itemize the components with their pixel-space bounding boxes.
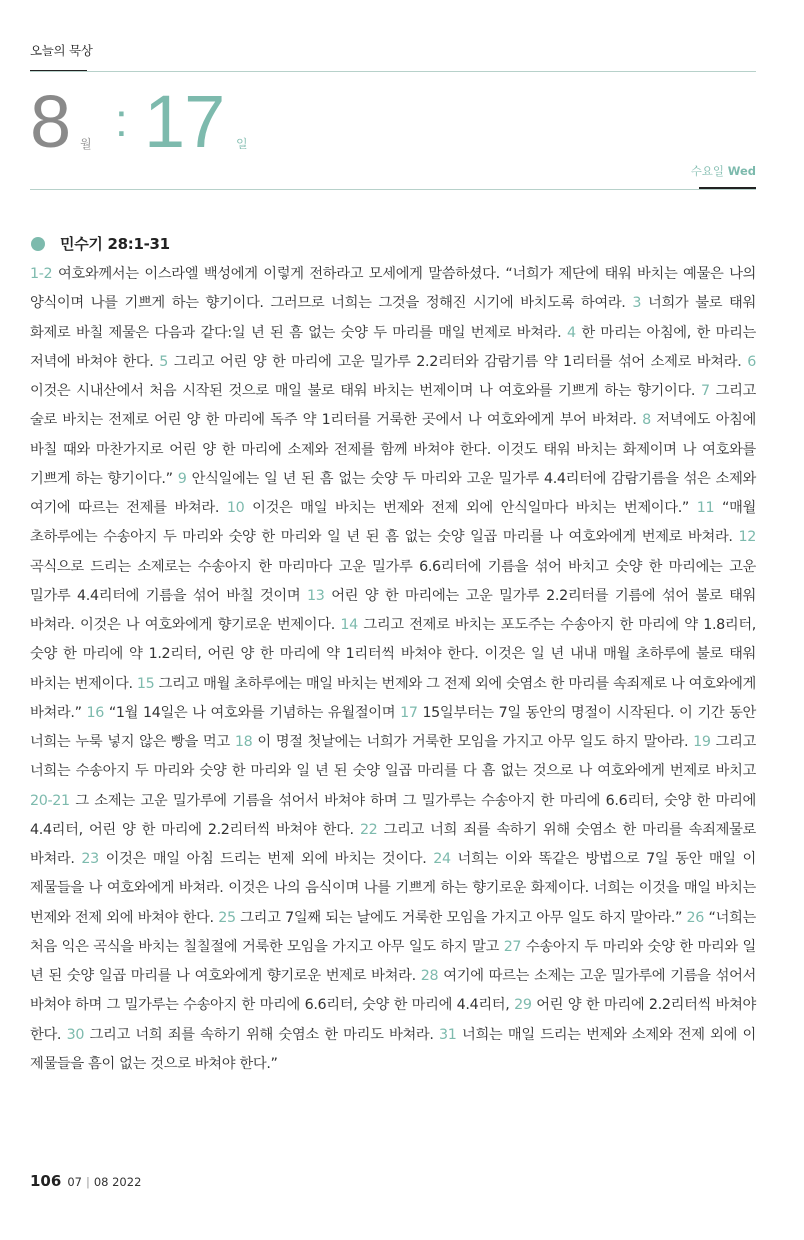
- verse-number: 22: [359, 821, 378, 838]
- weekday-english: Wed: [727, 164, 756, 178]
- verse-text: 그 소제는 고운 밀가루에 기름을 섞어서 바쳐야 하며 그 밀가루는 수송아지 한 마리에 6.6리터, 숫양 한 마리에 4.4리터, 어린 양 한 마리에 2.2리터씩 바쳐야 한다.: [30, 792, 756, 838]
- verse-number: 17: [400, 704, 418, 721]
- footer-separator: |: [85, 1175, 90, 1189]
- page-footer: [30, 1172, 141, 1190]
- verse-text: 그리고 너희 죄를 속하기 위해 숫염소 한 마리를 속죄제물로 바쳐라.: [30, 821, 756, 867]
- verse-number: 30: [66, 1026, 85, 1043]
- verse-text: 이것은 시내산에서 처음 시작된 것으로 매일 불로 태워 바치는 번제이며 나 여호와를 기쁘게 하는 향기이다.: [30, 383, 696, 399]
- verse-text: 수송아지 두 마리와 숫양 한 마리와 일 년 된 숫양 일곱 마리를 나 여호와에게 향기로운 번제로 바쳐라.: [30, 938, 756, 984]
- verse-number: 23: [81, 851, 99, 867]
- verse-number: 25: [218, 909, 236, 926]
- verse-number: 6: [747, 353, 756, 370]
- verse-text: 이것은 매일 바치는 번제와 전제 외에 안식일마다 바치는 번제이다.”: [252, 500, 689, 516]
- verse-number: 26: [686, 909, 705, 926]
- verse-text: 너희는 매일 드리는 번제와 소제와 전제 외에 이 제물들을 흠이 없는 것으로 바쳐야 한다.”: [30, 1026, 756, 1072]
- verse-text: 그리고 너희는 수송아지 두 마리와 숫양 한 마리와 일 년 된 숫양 일곱 마리를 다 흠 없는 것으로 나 여호와에게 번제로 바치고: [30, 734, 757, 780]
- verse-number: 4: [566, 324, 576, 341]
- header-bottom-rule: [30, 189, 756, 190]
- verse-number: 9: [177, 470, 187, 487]
- verse-text: 너희가 불로 태워 화제로 바칠 제물은 다음과 같다:일 년 된 흠 없는 숫양 두 마리를 매일 번제로 바쳐라.: [30, 295, 756, 341]
- verse-text: 이 명절 첫날에는 너희가 거룩한 모임을 가지고 아무 일도 하지 말아라.: [257, 734, 689, 750]
- verse-number: 5: [159, 353, 169, 370]
- date-month: 8: [30, 80, 70, 163]
- verse-text: “너희는 처음 익은 곡식을 바치는 칠칠절에 거룩한 모임을 가지고 아무 일도 하지 말고: [30, 909, 756, 955]
- verse-text: 그리고 너희 죄를 속하기 위해 숫염소 한 마리도 바쳐라.: [89, 1026, 434, 1043]
- verse-text: 너희는 이와 똑같은 방법으로 7일 동안 매일 이 제물들을 나 여호와에게 바쳐라. 이것은 나의 음식이며 나를 기쁘게 하는 향기로운 화제이다. 너희는 이것을 매일 바치는 번제와 전제 외에 바쳐야 한다.: [30, 851, 756, 926]
- verse-text: “1월 14일은 나 여호와를 기념하는 유월절이며: [108, 704, 396, 721]
- scripture-body: [30, 260, 756, 1079]
- verse-text: 그리고 전제로 바치는 포도주는 수송아지 한 마리에 약 1.8리터, 숫양 한 마리에 약 1.2리터, 어린 양 한 마리에 약 1리터씩 바쳐야 한다. 이것은 일 년 내내 매월 초하루에 불로 태워 바치는 번제이다.: [30, 617, 756, 692]
- verse-text: 그리고 술로 바치는 전제로 어린 양 한 마리에 독주 약 1리터를 거룩한 곳에서 나 여호와에게 부어 바쳐라.: [30, 383, 756, 429]
- verse-number: 3: [632, 295, 642, 312]
- verse-number: 12: [738, 529, 757, 546]
- verse-text: 여호와께서는 이스라엘 백성에게 이렇게 전하라고 모세에게 말씀하셨다. “너희가 제단에 태워 바치는 예물은 나의 양식이며 나를 기쁘게 하는 향기이다. 그러므로 너희는 그것을 정해진 시기에 바치도록 하여라.: [30, 266, 756, 312]
- verse-text: 저녁에도 아침에 바칠 때와 마찬가지로 어린 양 한 마리에 소제와 전제를 함께 바쳐야 한다. 이것도 태워 바치는 화제이며 나 여호와를 기쁘게 하는 향기이다.”: [30, 412, 756, 487]
- verse-number: 8: [642, 412, 651, 429]
- issue-month: 07: [67, 1175, 82, 1189]
- date-day-unit: 일: [236, 137, 248, 151]
- date-colon: :: [115, 94, 128, 146]
- verse-text: “매월 초하루에는 수송아지 두 마리와 숫양 한 마리와 일 년 된 흠 없는 숫양 일곱 마리를 나 여호와에게 번제로 바쳐라.: [30, 500, 757, 546]
- verse-text: 한 마리는 아침에, 한 마리는 저녁에 바쳐야 한다.: [30, 324, 756, 370]
- verse-number: 31: [439, 1026, 457, 1043]
- verse-number: 15: [136, 675, 155, 692]
- verse-text: 어린 양 한 마리에 2.2리터씩 바쳐야 한다.: [30, 997, 756, 1043]
- verse-text: 15일부터는 7일 동안의 명절이 시작된다. 이 기간 동안 너희는 누룩 넣지 않은 빵을 먹고: [30, 704, 757, 750]
- verse-number: 1-2: [30, 266, 53, 282]
- verse-number: 14: [340, 617, 358, 633]
- weekday: [691, 163, 756, 179]
- page-number: 106: [30, 1172, 62, 1190]
- verse-text: 그리고 매월 초하루에는 매일 바치는 번제와 그 전제 외에 숫염소 한 마리를 속죄제로 나 여호와에게 바쳐라.”: [30, 675, 756, 721]
- verse-number: 27: [503, 938, 522, 955]
- header-top-rule: [30, 71, 756, 72]
- issue-year: 08 2022: [93, 1175, 142, 1189]
- verse-text: 그리고 어린 양 한 마리에 고운 밀가루 2.2리터와 감람기름 약 1리터를 섞어 소제로 바쳐라.: [173, 353, 742, 370]
- verse-number: 29: [514, 997, 532, 1014]
- verse-number: 24: [433, 851, 451, 867]
- verse-number: 16: [86, 704, 104, 721]
- section-label: 오늘의 묵상: [30, 43, 93, 58]
- verse-text: 그리고 7일째 되는 날에도 거룩한 모임을 가지고 아무 일도 하지 말아라.”: [240, 909, 683, 926]
- verse-text: 안식일에는 일 년 된 흠 없는 숫양 두 마리와 고운 밀가루 4.4리터에 감람기름을 섞은 소제와 여기에 따르는 전제를 바쳐라.: [30, 470, 756, 516]
- verse-number: 18: [234, 734, 253, 750]
- verse-number: 7: [700, 383, 710, 399]
- verse-text: 이것은 매일 아침 드리는 번제 외에 바치는 것이다.: [105, 851, 427, 867]
- verse-number: 13: [307, 587, 325, 604]
- date-month-unit: 월: [80, 137, 92, 151]
- verse-text: 어린 양 한 마리에는 고운 밀가루 2.2리터를 기름에 섞어 불로 태워 바쳐라. 이것은 나 여호와에게 향기로운 번제이다.: [30, 587, 757, 633]
- verse-number: 11: [696, 500, 715, 516]
- passage-reference: 민수기 28:1-31: [60, 235, 170, 253]
- verse-number: 10: [226, 500, 245, 516]
- verse-number: 20-21: [30, 792, 70, 809]
- verse-text: 여기에 따르는 소제는 고운 밀가루에 기름을 섞어서 바쳐야 하며 그 밀가루는 수송아지 한 마리에 6.6리터, 숫양 한 마리에 4.4리터,: [30, 968, 757, 1014]
- date-day: 17: [144, 80, 225, 163]
- verse-number: 19: [693, 734, 711, 750]
- passage-bullet-icon: [31, 237, 45, 251]
- weekday-korean: 수요일: [690, 164, 725, 178]
- verse-number: 28: [420, 968, 439, 984]
- verse-text: 곡식으로 드리는 소제로는 수송아지 한 마리마다 고운 밀가루 6.6리터에 기름을 섞어 바치고 숫양 한 마리에는 고운 밀가루 4.4리터에 기름을 섞어 바칠 것이며: [30, 558, 756, 604]
